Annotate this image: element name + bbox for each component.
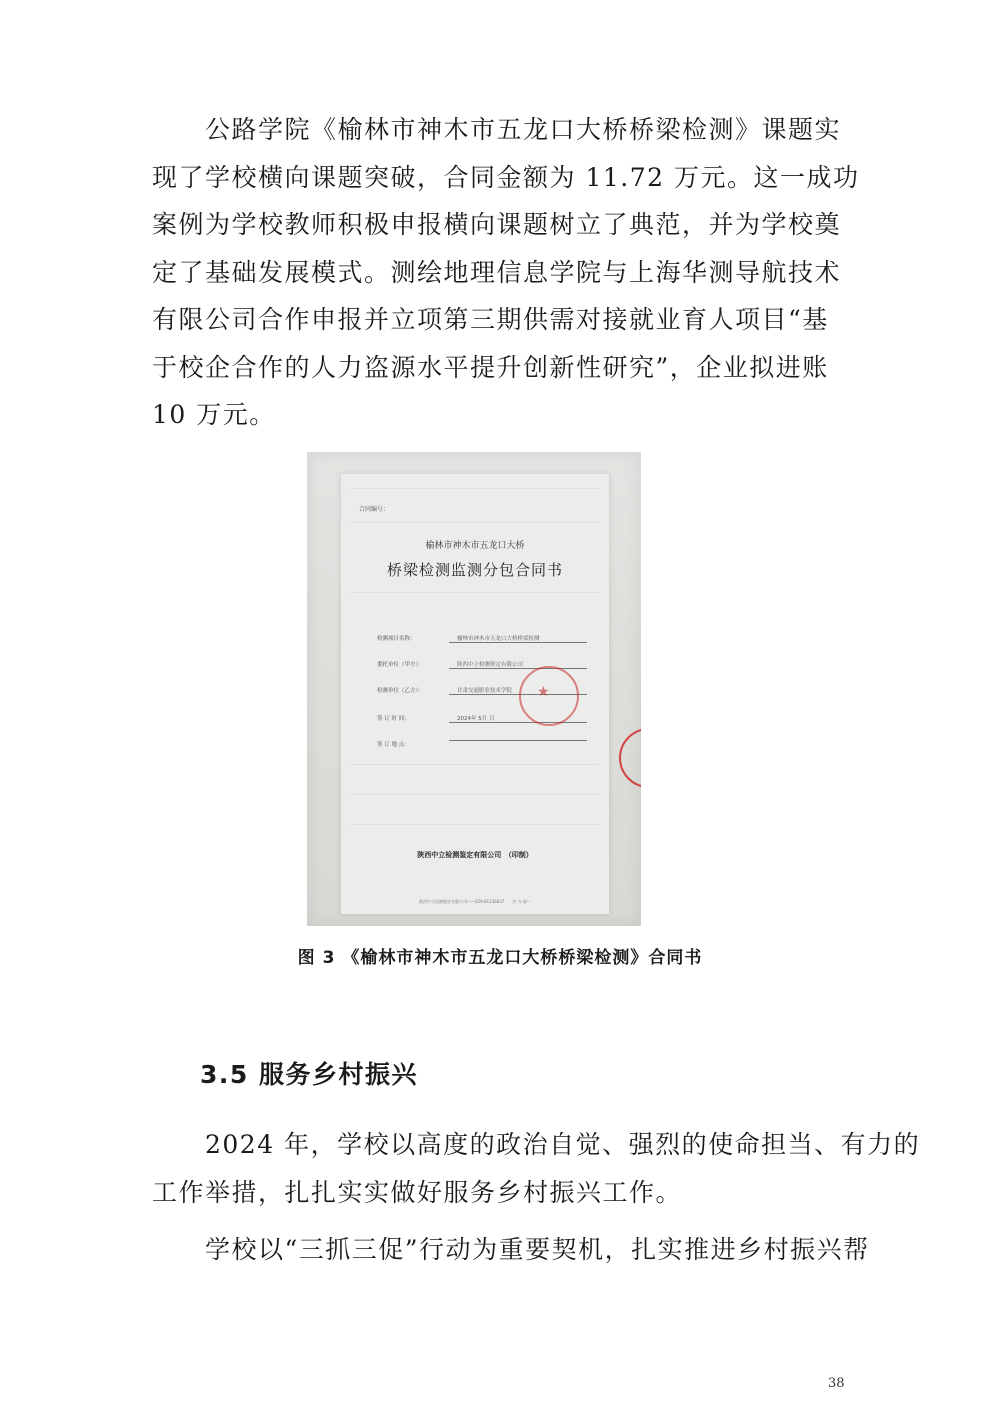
paragraph-1-line: 现了学校横向课题突破，合同金额为 11.72 万元。这一成功 — [152, 162, 860, 192]
paragraph-3-line: 学校以“三抓三促”行动为重要契机，扎实推进乡村振兴帮 — [152, 1235, 870, 1264]
row-value: 陕西中立检测鉴定有限公司 — [449, 660, 587, 669]
red-seal-icon — [619, 728, 641, 788]
paragraph-1-line: 定了基础发展模式。测绘地理信息学院与上海华测导航技术 — [152, 257, 842, 287]
contract-row-contractor — [377, 686, 513, 694]
contract-document — [341, 474, 609, 914]
row-label: 检测项目名称： — [377, 636, 416, 642]
contract-row-date — [377, 714, 495, 722]
seal-star-icon: ★ — [537, 684, 550, 700]
contract-row-project — [377, 634, 540, 642]
paragraph-2-line: 工作举措，扎扎实实做好服务乡村振兴工作。 — [152, 1177, 683, 1207]
page-number: 38 — [828, 1376, 845, 1391]
row-value: 榆林市神木市五龙口大桥桥梁检测 — [449, 634, 587, 643]
paragraph-1-line: 公路学院《榆林市神木市五龙口大桥桥梁检测》课题实 — [152, 115, 842, 144]
row-label: 签 订 时 间： — [377, 716, 410, 722]
contract-footer: 陕西中立检测鉴定有限公司——029-81136837 共 今 册一 — [419, 899, 531, 904]
contract-subtitle: 榆林市神木市五龙口大桥 — [425, 541, 525, 551]
contract-issuer: 陕西中立检测鉴定有限公司 （印制） — [417, 851, 533, 859]
row-label: 委托单位（甲方）： — [377, 662, 424, 668]
section-heading: 3.5 服务乡村振兴 — [200, 1060, 418, 1089]
row-value: 甘肃交通职业技术学院 — [449, 686, 587, 695]
contract-photo — [307, 452, 641, 926]
paragraph-1-line: 10 万元。 — [152, 400, 276, 429]
paragraph-1-line: 案例为学校教师积极申报横向课题树立了典范，并为学校奠 — [152, 210, 842, 239]
row-value: 2024年 5月 日 — [449, 714, 587, 723]
contract-row-client — [377, 660, 524, 668]
paragraph-2 — [152, 1121, 921, 1216]
contract-row-place — [377, 740, 410, 748]
row-value — [449, 740, 587, 741]
contract-title: 桥梁检测监测分包合同书 — [386, 561, 563, 579]
row-label: 签 订 地 点： — [377, 742, 410, 748]
paragraph-1-line: 于校企合作的人力盗源水平提升创新性研究”，企业拟进账 — [152, 352, 829, 382]
row-label: 检测单位（乙方）： — [377, 688, 424, 694]
paragraph-1-line: 有限公司合作申报并立项第三期供需对接就业育人项目“基 — [152, 305, 829, 334]
contract-number-label: 合同编号： — [359, 506, 390, 513]
paragraph-2-line: 2024 年，学校以高度的政治自觉、强烈的使命担当、有力的 — [152, 1130, 921, 1159]
paragraph-1 — [152, 106, 860, 439]
paragraph-3 — [152, 1226, 870, 1274]
figure-caption: 图 3 《榆林市神木市五龙口大桥桥梁检测》合同书 — [297, 948, 703, 968]
